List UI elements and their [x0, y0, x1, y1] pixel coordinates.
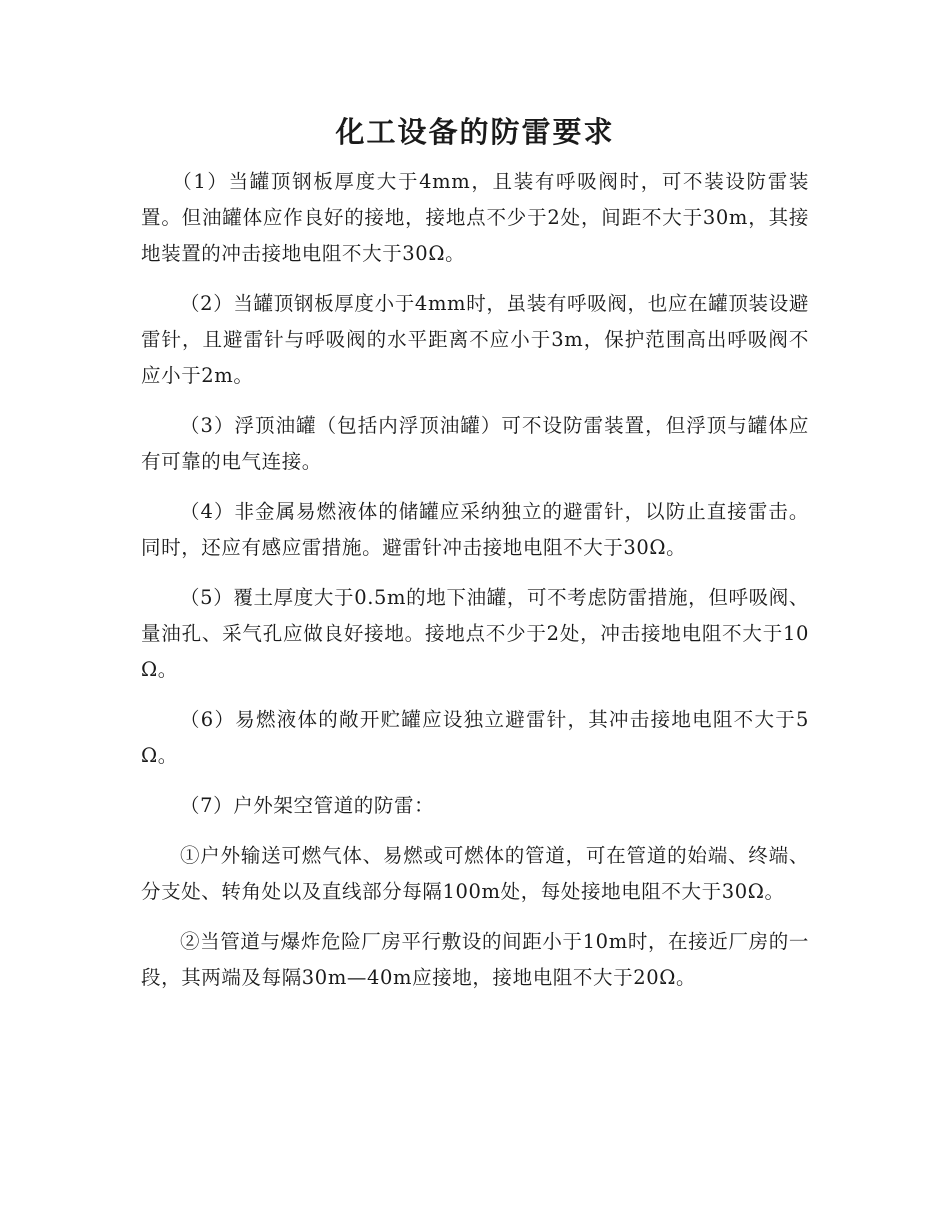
paragraph-5: （5）覆土厚度大于0.5m的地下油罐，可不考虑防雷措施，但呼吸阀、量油孔、采气孔应做良好接地。接地点不少于2处，冲击接地电阻不大于10Ω。: [141, 586, 809, 681]
paragraph-6: （6）易燃液体的敞开贮罐应设独立避雷针，其冲击接地电阻不大于5Ω。: [141, 708, 809, 767]
paragraph-7-item-1: ①户外输送可燃气体、易燃或可燃体的管道，可在管道的始端、终端、分支处、转角处以及直线部分每隔100m处，每处接地电阻不大于30Ω。: [141, 844, 809, 903]
document-body: [141, 164, 809, 1010]
document-title: 化工设备的防雷要求: [335, 115, 615, 149]
paragraph-4: （4）非金属易燃液体的储罐应采纳独立的避雷针，以防止直接雷击。同时，还应有感应雷措施。避雷针冲击接地电阻不大于30Ω。: [141, 500, 809, 559]
paragraph-1: （1）当罐顶钢板厚度大于4mm，且装有呼吸阀时，可不装设防雷装置。但油罐体应作良好的接地，接地点不少于2处，间距不大于30m，其接地装置的冲击接地电阻不大于30Ω。: [141, 170, 809, 265]
paragraph-7-item-2: ②当管道与爆炸危险厂房平行敷设的间距小于10m时，在接近厂房的一段，其两端及每隔30m—40m应接地，接地电阻不大于20Ω。: [141, 930, 809, 989]
paragraph-2: （2）当罐顶钢板厚度小于4mm时，虽装有呼吸阀，也应在罐顶装设避雷针，且避雷针与呼吸阀的水平距离不应小于3m，保护范围高出呼吸阀不应小于2m。: [141, 292, 809, 387]
paragraph-3: （3）浮顶油罐（包括内浮顶油罐）可不设防雷装置，但浮顶与罐体应有可靠的电气连接。: [141, 414, 809, 473]
paragraph-7: （7）户外架空管道的防雷：: [180, 794, 435, 817]
